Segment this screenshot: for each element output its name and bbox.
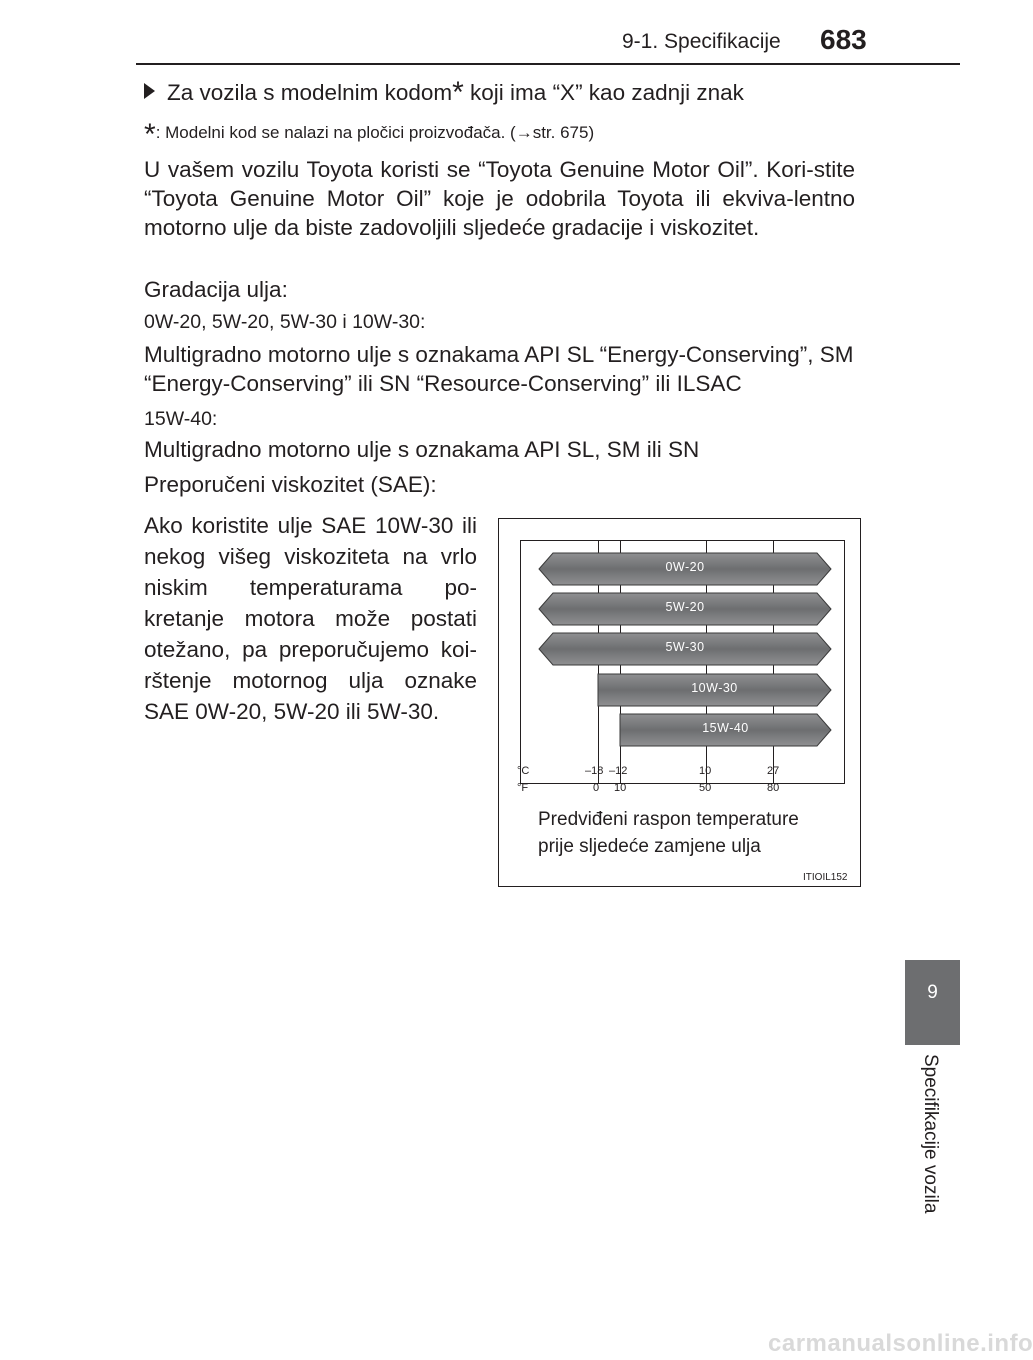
watermark: carmanualsonline.info	[768, 1330, 1033, 1357]
bullet-text-after: koji ima “X” kao zadnji znak	[463, 80, 744, 105]
bullet-text-before: Za vozila s modelnim kodom	[167, 80, 453, 105]
bar-5w30	[539, 633, 831, 665]
paragraph-intro: U vašem vozilu Toyota koristi se “Toyota Genuine Motor Oil”. Kori-stite “Toyota Genuine Motor Oil” koje je odobrila Toyota ili ekviva-lentno motorno ulje da biste zadovoljili sljedeće gradacije i viskozitet.	[144, 157, 855, 240]
bar-label: 15W-40	[702, 721, 749, 735]
bar-0w20	[539, 553, 831, 585]
asterisk-mark: *	[452, 76, 464, 109]
celsius-unit-label: °C	[517, 765, 530, 777]
paragraph-api-1: Multigradno motorno ulje s oznakama API SL “Energy-Conserving”, SM “Energy-Conserving” ili SN “Resource-Conserving” ili ILSAC	[144, 342, 854, 396]
paragraph-api-2: Multigradno motorno ulje s oznakama API SL, SM ili SN	[144, 437, 700, 462]
fahrenheit-tick: 50	[699, 782, 712, 794]
footnote-asterisk: *	[144, 118, 156, 151]
fahrenheit-tick: 80	[767, 782, 780, 794]
caption-line: prije sljedeće zamjene ulja	[538, 836, 761, 857]
celsius-tick: –18	[585, 765, 604, 777]
paragraph-grades-2: 15W-40:	[144, 408, 218, 430]
chart-grid-area	[520, 540, 845, 784]
page-number: 683	[820, 24, 867, 55]
bar-label: 10W-30	[691, 681, 738, 695]
section-title: 9-1. Specifikacije	[622, 30, 781, 53]
chapter-label: Specifikacije vozila	[920, 1054, 941, 1214]
bullet-heading	[144, 76, 744, 109]
caption-line: Predviđeni raspon temperature	[538, 809, 799, 830]
bar-10w30	[598, 674, 831, 706]
paragraph-viscosity-heading: Preporučeni viskozitet (SAE):	[144, 472, 437, 497]
bar-15w40	[620, 714, 831, 746]
paragraph-grade-heading: Gradacija ulja:	[144, 277, 288, 302]
chapter-side-label	[905, 1050, 960, 1350]
footnote	[144, 118, 594, 152]
celsius-tick: 10	[699, 765, 712, 777]
chapter-tab	[905, 960, 960, 1045]
triangle-bullet-icon	[144, 83, 155, 99]
bar-label: 0W-20	[665, 560, 705, 574]
celsius-tick: 27	[767, 765, 780, 777]
bar-label: 5W-30	[665, 640, 705, 654]
celsius-tick: –12	[609, 765, 628, 777]
paragraph-grades-1: 0W-20, 5W-20, 5W-30 i 10W-30:	[144, 311, 426, 333]
figure-caption	[538, 806, 799, 860]
fahrenheit-unit-label: °F	[517, 782, 529, 794]
fahrenheit-tick: 0	[593, 782, 600, 794]
paragraph-viscosity-note: Ako koristite ulje SAE 10W-30 ili nekog višeg viskoziteta na vrlo niskim temperaturama po-kretanje motora može postati otežano, pa preporučujemo koi-rštenje motornog ulja oznake SAE 0W-20, 5W-20 ili 5W-30.	[144, 513, 477, 724]
bar-5w20	[539, 593, 831, 625]
header-rule	[136, 63, 960, 65]
fahrenheit-tick: 10	[614, 782, 627, 794]
chapter-number: 9	[927, 982, 938, 1003]
figure-id: ITIOIL152	[803, 872, 848, 883]
footnote-text: : Modelni kod se nalazi na pločici proizvođača. (→str. 675)	[155, 123, 595, 142]
bar-label: 5W-20	[665, 600, 705, 614]
